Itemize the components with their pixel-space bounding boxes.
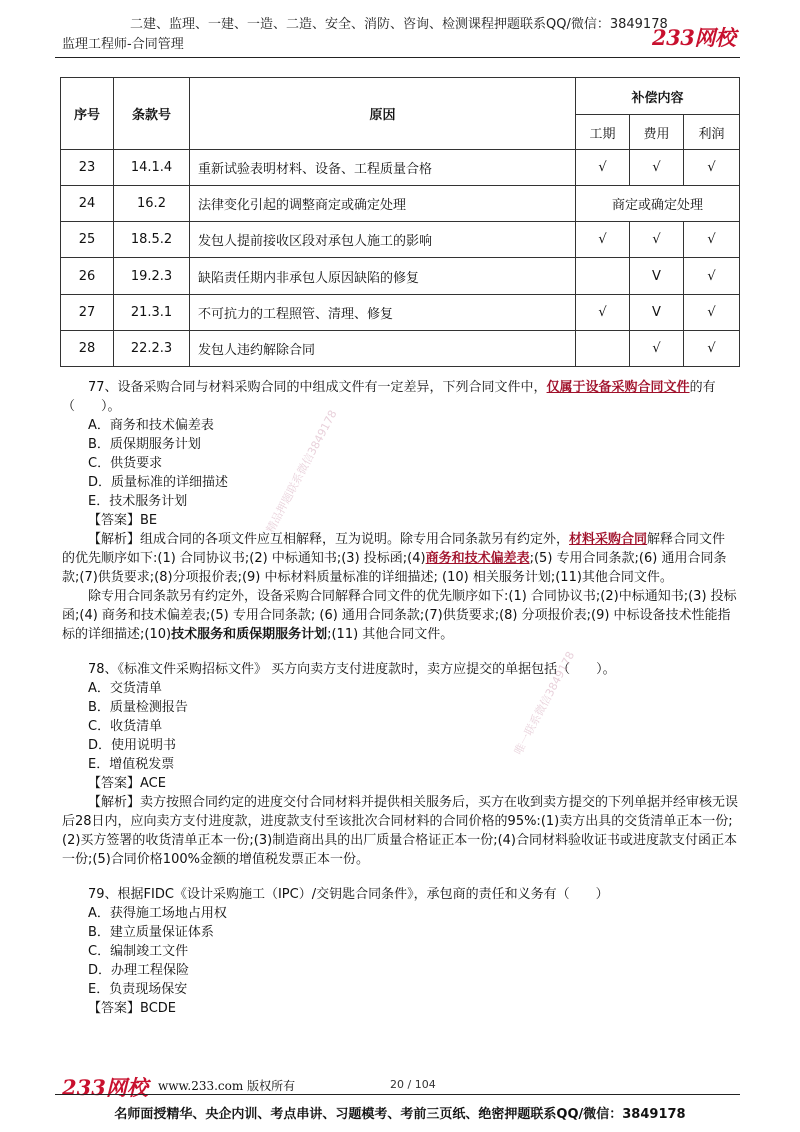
q79-stem: 79、根据FIDC《设计采购施工（IPC）/交钥匙合同条件》，承包商的责任和义务有（ ） (88, 887, 609, 902)
q77-option-c: C．供货要求 (88, 456, 163, 471)
col-header-reason: 原因 (190, 78, 576, 150)
q79-option-c: C．编制竣工文件 (88, 944, 189, 959)
cell-no: 24 (61, 186, 114, 222)
cell-profit: √ (684, 222, 740, 258)
page-number: 20 / 104 (390, 1078, 436, 1091)
cell-period (576, 258, 630, 295)
watermark: 唯一联系微信3849178 (511, 649, 578, 758)
brand-logo: 233网校 (652, 25, 736, 50)
cell-reason: 不可抗力的工程照管、清理、修复 (190, 295, 576, 331)
q78-stem: 78、《标准文件采购招标文件》 买方向卖方支付进度款时，卖方应提交的单据包括（ ）。 (88, 662, 616, 677)
cell-merged-compensation: 商定或确定处理 (576, 186, 740, 222)
q78-option-c: C．收货清单 (88, 719, 163, 734)
compensation-table (60, 77, 740, 367)
col-header-profit: 利润 (684, 115, 740, 150)
header-divider (55, 57, 740, 58)
cell-reason: 法律变化引起的调整商定或确定处理 (190, 186, 576, 222)
cell-cost: √ (630, 150, 684, 186)
cell-no: 28 (61, 331, 114, 367)
cell-clause: 14.1.4 (114, 150, 190, 186)
table-row (61, 331, 740, 367)
q77-highlight: 仅属于设备采购合同文件 (546, 380, 690, 395)
cell-profit: √ (684, 295, 740, 331)
table-row (61, 186, 740, 222)
cell-no: 26 (61, 258, 114, 295)
footer-logo: 233网校 (62, 1075, 148, 1100)
cell-profit: √ (684, 150, 740, 186)
cell-cost: √ (630, 331, 684, 367)
cell-clause: 21.3.1 (114, 295, 190, 331)
cell-period (576, 331, 630, 367)
cell-profit: √ (684, 331, 740, 367)
cell-reason: 发包人提前接收区段对承包人施工的影响 (190, 222, 576, 258)
q77-explanation-2: 除专用合同条款另有约定外，设备采购合同解释合同文件的优先顺序如下:(1) 合同协议书;(2)中标通知书;(3) 投标函;(4) 商务和技术偏差表;(5) 专用合同条款; (6) 通用合同条款;(7)供货要求;(8) 分项报价表;(9) 中标设备技术性能指标的详细描述;(10)技术服务和质保期服务计划;(11) 其他合同文件。 (62, 589, 737, 642)
q77-explanation-1: 【解析】组成合同的各项文件应互相解释，互为说明。除专用合同条款另有约定外，材料采购合同解释合同文件的优先顺序如下:(1) 合同协议书;(2) 中标通知书;(3) 投标函;(4)商务和技术偏差表;(5) 专用合同条款;(6) 通用合同条款;(7)供货要求;(8)分项报价表;(9) 中标材料质量标准的详细描述; (10) 相关服务计划;(11)其他合同文件。 (62, 532, 727, 585)
document-subtitle: 监理工程师-合同管理 (62, 37, 184, 52)
cell-cost: V (630, 295, 684, 331)
q79-answer: 【答案】BCDE (88, 1001, 176, 1016)
q78-option-b: B．质量检测报告 (88, 700, 188, 715)
cell-profit: √ (684, 258, 740, 295)
table-row (61, 222, 740, 258)
q79-option-a: A．获得施工场地占用权 (88, 906, 227, 921)
q78-option-a: A．交货清单 (88, 681, 162, 696)
cell-period: √ (576, 222, 630, 258)
cell-reason: 缺陷责任期内非承包人原因缺陷的修复 (190, 258, 576, 295)
q77-option-e: E．技术服务计划 (88, 494, 188, 509)
q79-option-e: E．负责现场保安 (88, 982, 188, 997)
questions-body (62, 378, 738, 1018)
col-header-no: 序号 (61, 78, 114, 150)
watermark: 精品押题联系微信3849178 (263, 407, 340, 536)
q78-explanation: 【解析】卖方按照合同约定的进度交付合同材料并提供相关服务后，买方在收到卖方提交的下列单据并经审核无误后28日内，应向卖方支付进度款，进度款支付至该批次合同材料的合同价格的95%:(1)卖方出具的交货清单正本一份;(2)买方签署的收货清单正本一份;(3)制造商出具的出厂质量合格证正本一份;(4)合同材料验收证书或进度款支付函正本一份;(5)合同价格100%金额的增值税发票正本一份。 (62, 795, 739, 867)
q77-option-a: A．商务和技术偏差表 (88, 418, 214, 433)
cell-no: 27 (61, 295, 114, 331)
cell-reason: 发包人违约解除合同 (190, 331, 576, 367)
q78-answer: 【答案】ACE (88, 776, 166, 791)
q78-option-d: D．使用说明书 (88, 738, 177, 753)
table-row (61, 258, 740, 295)
cell-clause: 19.2.3 (114, 258, 190, 295)
header-promo-line: 二建、监理、一建、一造、二造、安全、消防、咨询、检测课程押题联系QQ/微信：3849178 (130, 17, 668, 32)
q77-option-b: B．质保期服务计划 (88, 437, 201, 452)
q79-option-d: D．办理工程保险 (88, 963, 190, 978)
q77-option-d: D．质量标准的详细描述 (88, 475, 229, 490)
q79-option-b: B．建立质量保证体系 (88, 925, 214, 940)
table-row (61, 295, 740, 331)
cell-cost: V (630, 258, 684, 295)
cell-period: √ (576, 150, 630, 186)
col-header-period: 工期 (576, 115, 630, 150)
col-header-cost: 费用 (630, 115, 684, 150)
q78-option-e: E．增值税发票 (88, 757, 175, 772)
col-header-compensation: 补偿内容 (576, 78, 740, 115)
footer-divider (55, 1094, 740, 1095)
cell-period: √ (576, 295, 630, 331)
cell-no: 23 (61, 150, 114, 186)
col-header-clause: 条款号 (114, 78, 190, 150)
q77-stem: 77、设备采购合同与材料采购合同的中组成文件有一定差异，下列合同文件中，仅属于设备采购合同文件的有（ ）。 (62, 380, 716, 414)
cell-clause: 22.2.3 (114, 331, 190, 367)
cell-reason: 重新试验表明材料、设备、工程质量合格 (190, 150, 576, 186)
cell-cost: √ (630, 222, 684, 258)
cell-no: 25 (61, 222, 114, 258)
table-row (61, 150, 740, 186)
cell-clause: 16.2 (114, 186, 190, 222)
q77-answer: 【答案】BE (88, 513, 158, 528)
footer-promo-line: 名师面授精华、央企内训、考点串讲、习题模考、考前三页纸、绝密押题联系QQ/微信：3849178 (114, 1107, 686, 1122)
footer-site: www.233.com 版权所有 (158, 1079, 296, 1093)
cell-clause: 18.5.2 (114, 222, 190, 258)
